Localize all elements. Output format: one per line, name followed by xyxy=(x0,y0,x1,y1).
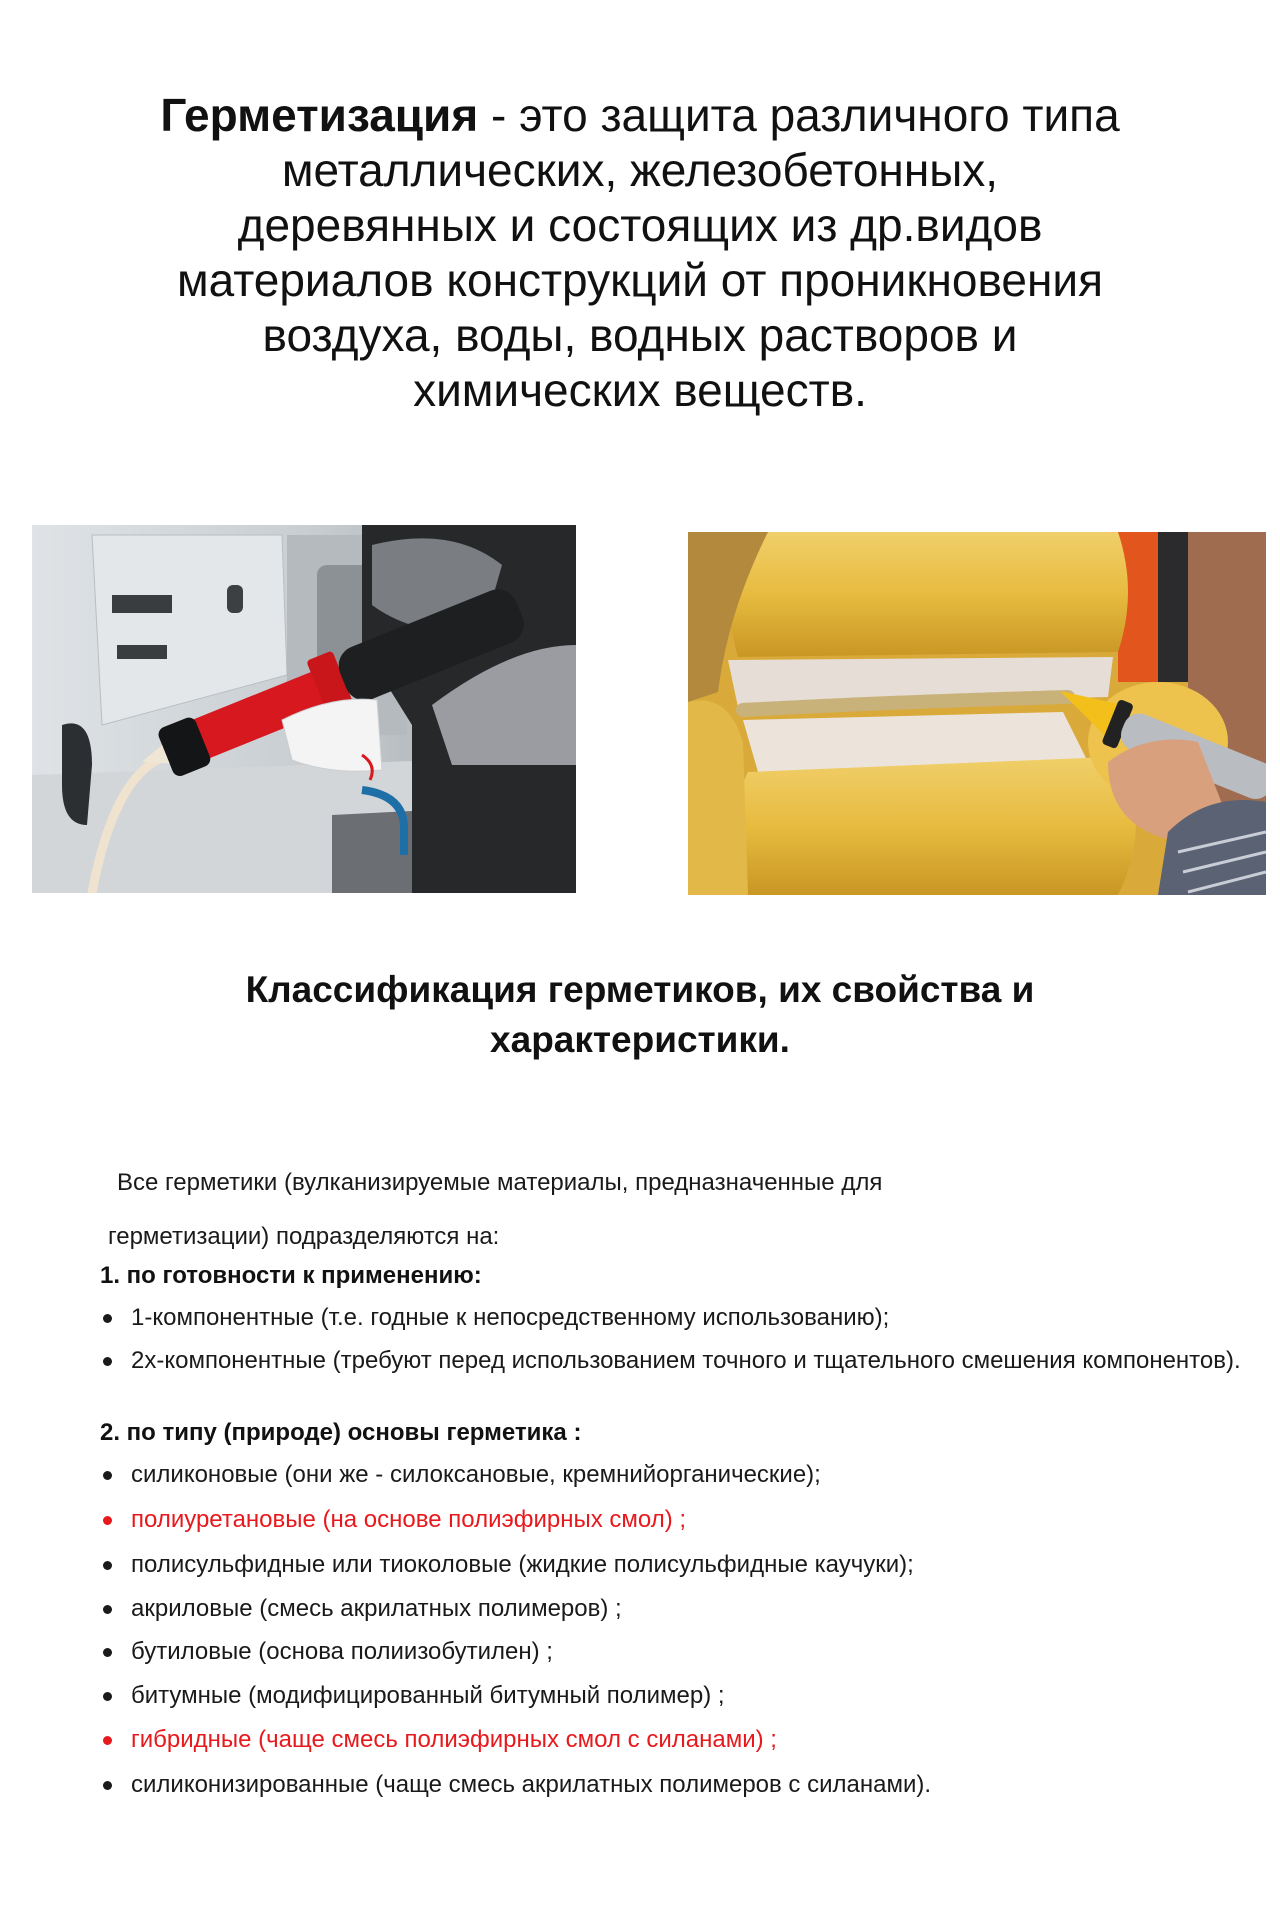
list-item: силиконовые (они же - силоксановые, кремнийорганические); xyxy=(100,1462,1245,1488)
definition-line-1: Герметизация - это защита различного типа xyxy=(160,89,1120,141)
bullet-icon xyxy=(103,1314,112,1323)
bullet-icon xyxy=(103,1516,112,1525)
list-item: акриловые (смесь акрилатных полимеров) ; xyxy=(100,1596,1245,1622)
definition-line-5: воздуха, воды, водных растворов и xyxy=(262,309,1018,361)
bullet-icon xyxy=(103,1471,112,1480)
definition-line-2: металлических, железобетонных, xyxy=(281,144,999,196)
definition-line-6: химических веществ. xyxy=(413,364,867,416)
classification-heading-line-1: Классификация герметиков, их свойства и xyxy=(245,969,1035,1010)
definition-line-3: деревянных и состоящих из др.видов xyxy=(237,199,1043,251)
classification-heading xyxy=(100,965,1180,1065)
list-item-highlighted: полиуретановые (на основе полиэфирных смол) ; xyxy=(100,1507,1245,1533)
photo-log-wall-sealing xyxy=(688,532,1266,895)
definition-line-4: материалов конструкций от проникновения xyxy=(177,254,1103,306)
definition-heading xyxy=(100,88,1180,418)
bullet-icon xyxy=(103,1781,112,1790)
photo-car-body-sealing xyxy=(32,525,576,893)
bullet-icon xyxy=(103,1605,112,1614)
list-item: бутиловые (основа полиизобутилен) ; xyxy=(100,1639,1245,1665)
list-item-highlighted: гибридные (чаще смесь полиэфирных смол с силанами) ; xyxy=(100,1727,1245,1753)
definition-term: Герметизация xyxy=(160,89,479,141)
intro-line-2: герметизации) подразделяются на: xyxy=(108,1223,500,1250)
bullet-icon xyxy=(103,1736,112,1745)
classification-heading-line-2: характеристики. xyxy=(490,1019,790,1060)
bullet-icon xyxy=(103,1648,112,1657)
bullet-icon xyxy=(103,1357,112,1366)
group-title-base-type: 2. по типу (природе) основы герметика : xyxy=(100,1419,582,1446)
intro-line-1: Все герметики (вулканизируемые материалы, предназначенные для xyxy=(117,1169,883,1196)
list-item: 2х-компонентные (требуют перед использованием точного и тщательного смешения компонентов). xyxy=(100,1348,1245,1374)
list-item: полисульфидные или тиоколовые (жидкие полисульфидные каучуки); xyxy=(100,1552,1245,1578)
group-title-readiness: 1. по готовности к применению: xyxy=(100,1262,482,1289)
list-item: силиконизированные (чаще смесь акрилатных полимеров с силанами). xyxy=(100,1772,1245,1798)
log-sealing-illustration xyxy=(688,532,1266,895)
bullet-icon xyxy=(103,1692,112,1701)
car-sealing-illustration xyxy=(32,525,576,893)
list-item: 1-компонентные (т.е. годные к непосредственному использованию); xyxy=(100,1305,1245,1331)
bullet-icon xyxy=(103,1561,112,1570)
list-item: битумные (модифицированный битумный полимер) ; xyxy=(100,1683,1245,1709)
